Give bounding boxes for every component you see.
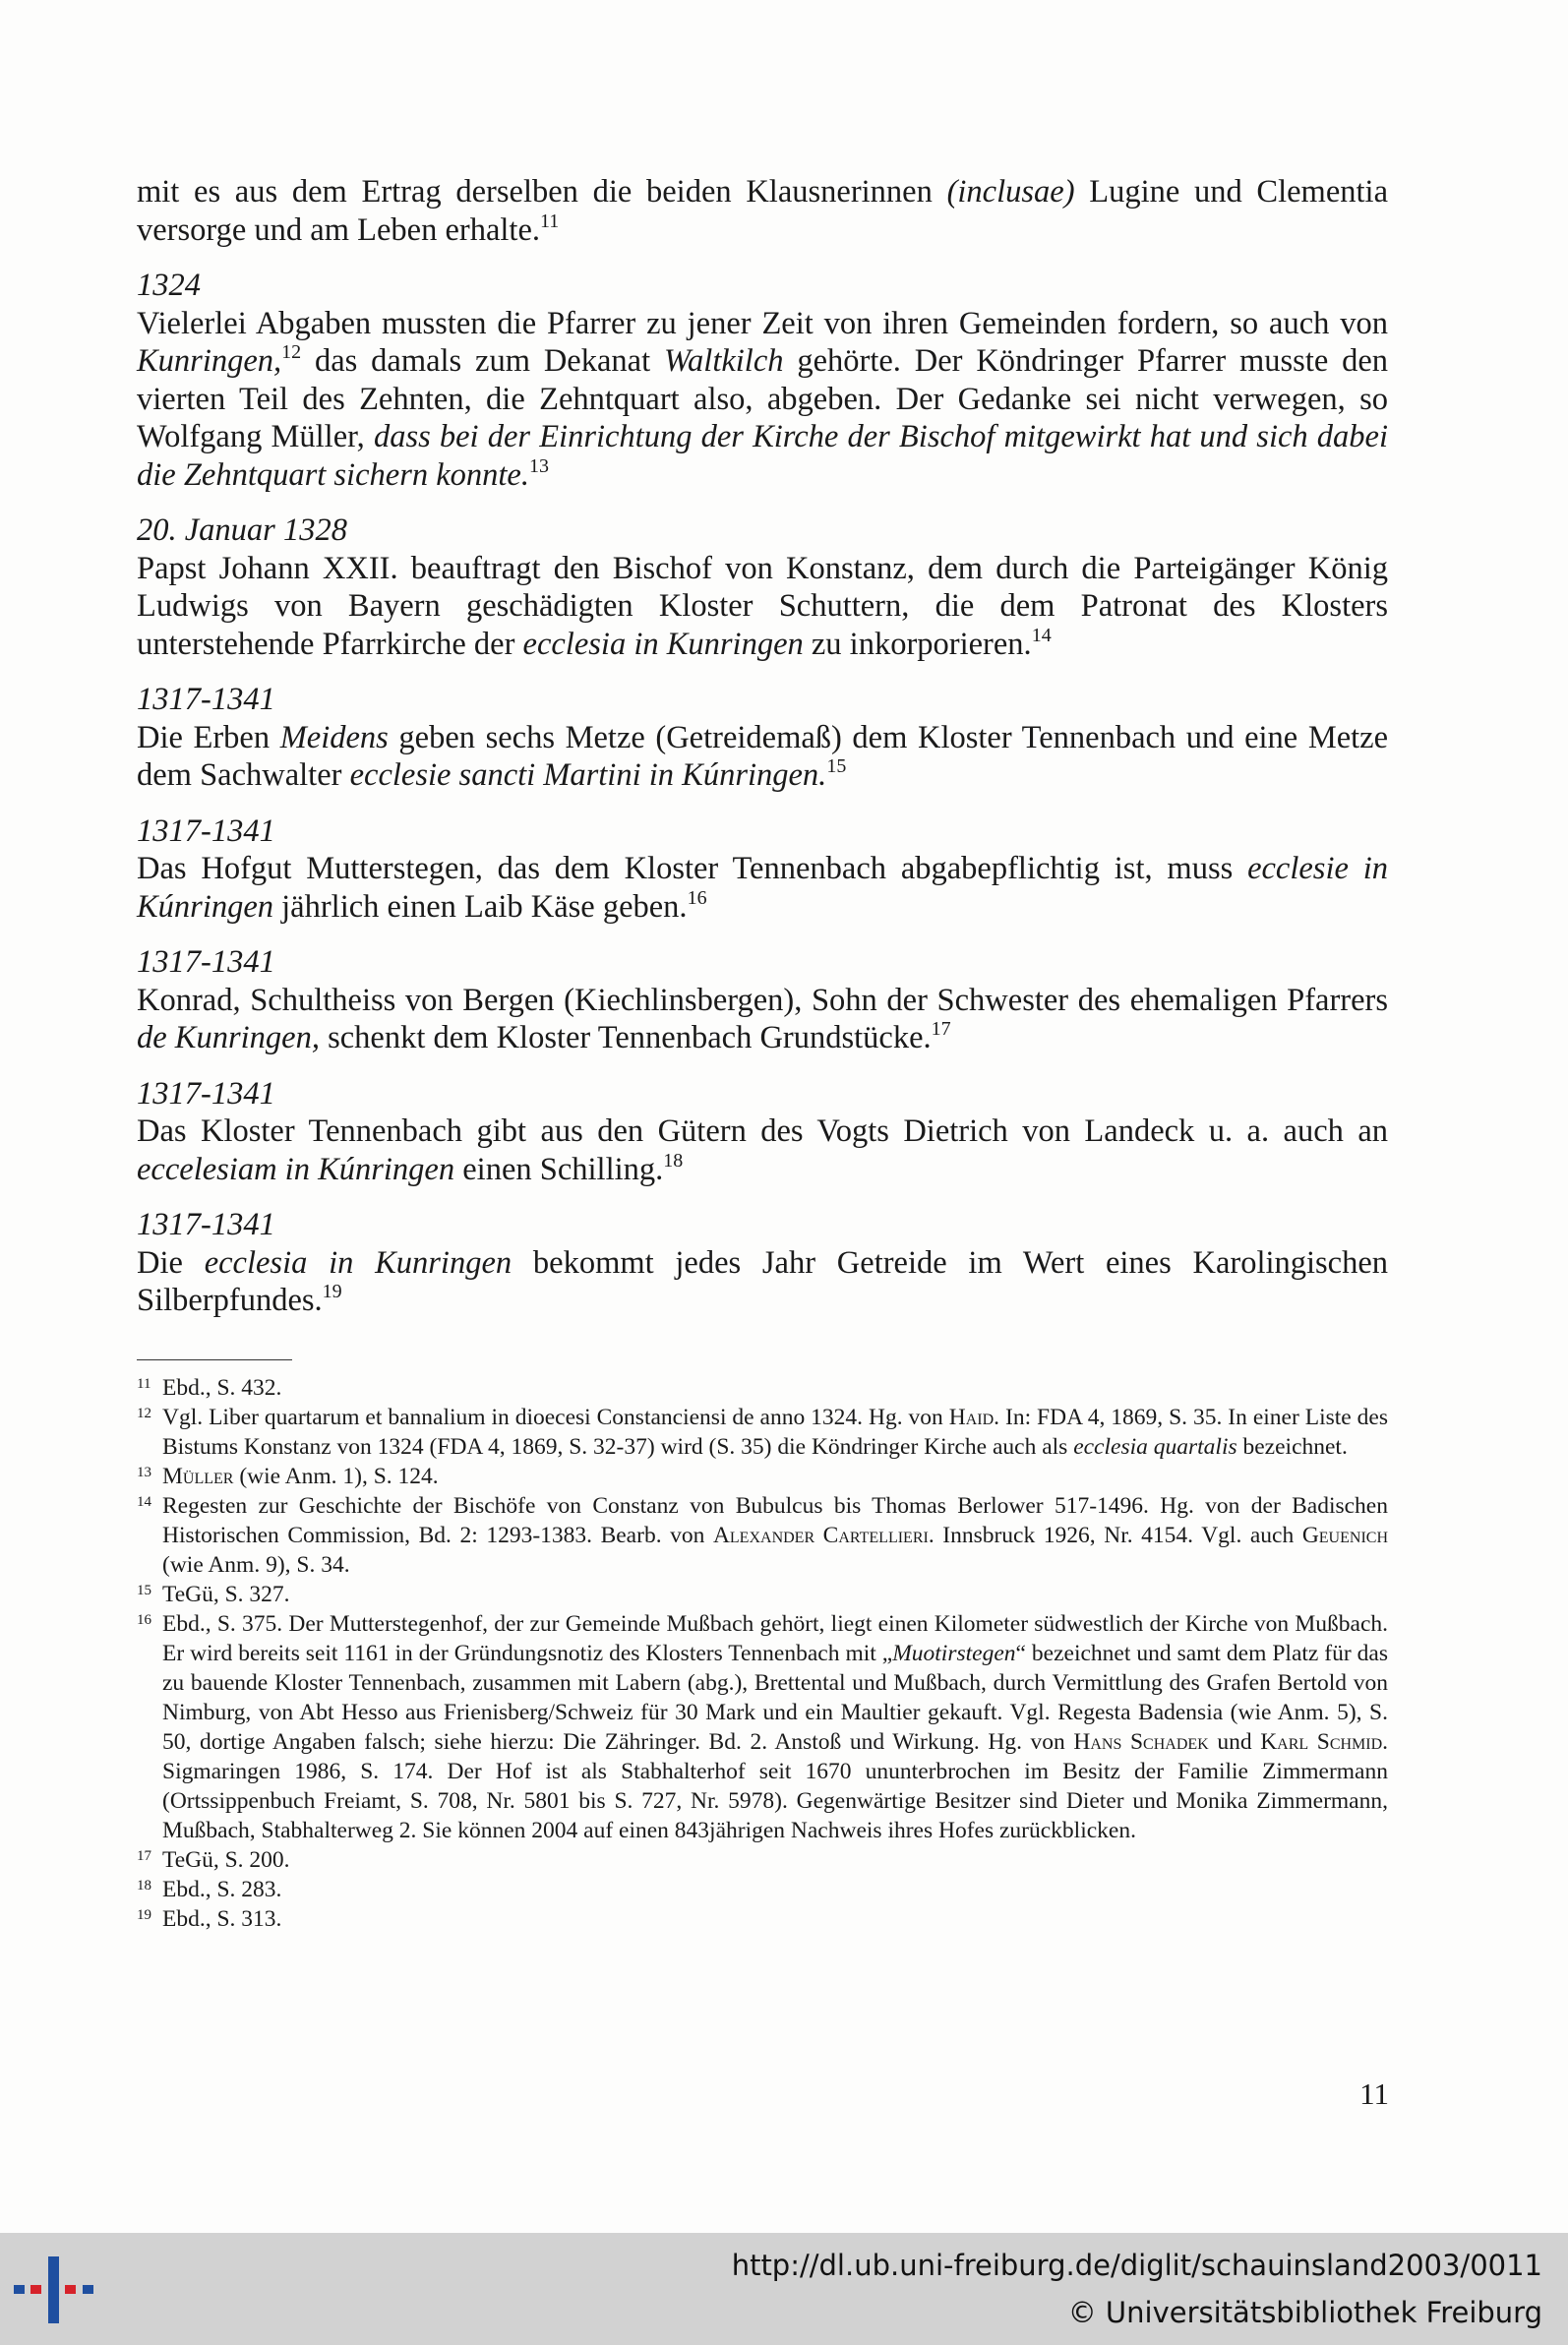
permalink-url[interactable]: http://dl.ub.uni-freiburg.de/diglit/schauinsland2003/0011 (731, 2249, 1542, 2282)
entry-mutterstegen: Das Hofgut Mutterstegen, das dem Kloster Tennenbach abgabepflichtig ist, muss ecclesie in Kúnringen jährlich einen Laib Käse geben.$^{16}$ (137, 851, 1389, 925)
entry-date-1317-c: 1317-1341 (137, 944, 275, 980)
footnote-18: 18 Ebd., S. 283. (137, 1877, 282, 1902)
entry-landeck: Das Kloster Tennenbach gibt aus den Gütern des Vogts Dietrich von Landeck u. a. auch an eccelesiam in Kúnringen einen Schilling.$^{18}$ (137, 1113, 1388, 1187)
entry-date-1317-d: 1317-1341 (137, 1075, 275, 1112)
footnote-12: 12 Vgl. Liber quartarum et bannalium in dioecesi Constanciensi de anno 1324. Hg. von Haid. In: FDA 4, 1869, S. 35. In einer Liste des Bistums Konstanz von 1324 (FDA 4, 1869, S. 32-37) wird (S. 35) die Köndringer Kirche auch als ecclesia quartalis bezeichnet. (137, 1405, 1388, 1460)
footnote-19: 19 Ebd., S. 313. (137, 1906, 282, 1932)
entry-1324: Vielerlei Abgaben mussten die Pfarrer zu jener Zeit von ihren Gemeinden fordern, so auch von Kunringen,$^{12}$ das damals zum Dekanat Waltkilch gehörte. Der Köndringer Pfarrer musste den vierten Teil des Zehnten, die Zehntquart also, abgeben. Der Gedanke sei nicht verwegen, so Wolfgang Müller, dass bei der Einrichtung der Kirche der Bischof mitgewirkt hat und sich dabei die Zehntquart sichern konnte.$^{13}$ (137, 305, 1389, 493)
intro-paragraph: mit es aus dem Ertrag derselben die beiden Klausnerinnen (inclusae) Lugine und Clementia versorge und am Leben erhalte.$^{11}$ (137, 174, 1388, 248)
entry-date-1324: 1324 (137, 268, 201, 303)
entry-silberpfund: Die ecclesia in Kunringen bekommt jedes Jahr Getreide im Wert eines Karolingischen Silberpfundes.$^{19}$ (137, 1244, 1389, 1318)
footnote-16: 16 Ebd., S. 375. Der Mutterstegenhof, der zur Gemeinde Mußbach gehört, liegt einen Kilometer südwestlich der Kirche von Mußbach. Er wird bereits seit 1161 in der Gründungsnotiz des Klosters Tennenbach mit „Muotirstegen“ bezeichnet und samt dem Platz für das zu bauende Kloster Tennenbach, zusammen mit Labern (abg.), Brettental und Mußbach, durch Vermittlung des Grafen Bertold von Nimburg, von Abt Hesso aus Frienisberg/Schweiz für 30 Mark und ein Maultier gekauft. Vgl. Regesta Badensia (wie Anm. 5), S. 50, dortige Angaben falsch; siehe hierzu: Die Zähringer. Bd. 2. Anstoß und Wirkung. Hg. von Hans Schadek und Karl Schmid. Sigmaringen 1986, S. 174. Der Hof ist als Stabhalterhof seit 1670 ununterbrochen im Besitz der Familie Zimmermann (Ortssippenbuch Freiamt, S. 708, Nr. 5801 bis S. 727, Nr. 5978). Gegenwärtige Besitzer sind Dieter und Monika Zimmermann, Mußbach, Stabhalterweg 2. Sie können 2004 auf einen 843jährigen Nachweis ihres Hofes zurückblicken. (137, 1611, 1389, 1843)
footnote-17: 17 TeGü, S. 200. (137, 1847, 290, 1873)
footnote-14: 14 Regesten zur Geschichte der Bischöfe von Constanz von Bubulcus bis Thomas Berlower 517-1496. Hg. von der Badischen Historischen Commission, Bd. 2: 1293-1383. Bearb. von Alexander Cartellieri. Innsbruck 1926, Nr. 4154. Vgl. auch Geuenich (wie Anm. 9), S. 34. (137, 1493, 1388, 1578)
entry-date-1317-b: 1317-1341 (137, 812, 275, 849)
footnotes (137, 1373, 1388, 1934)
entry-1328: Papst Johann XXII. beauftragt den Bischof von Konstanz, dem durch die Parteigänger König Ludwigs von Bayern geschädigten Kloster Schuttern, die dem Patronat des Klosters unterstehende Pfarrkirche der ecclesia in Kunringen zu inkorporieren.$^{14}$ (137, 550, 1388, 662)
footnote-11: 11 Ebd., S. 432. (137, 1375, 282, 1401)
footnote-divider (137, 1359, 292, 1360)
entry-konrad: Konrad, Schultheiss von Bergen (Kiechlinsbergen), Sohn der Schwester des ehemaligen Pfarrers de Kunringen, schenkt dem Kloster Tennenbach Grundstücke.$^{17}$ (137, 982, 1388, 1055)
footnote-13: 13 Müller (wie Anm. 1), S. 124. (137, 1464, 439, 1489)
library-footer (0, 2233, 1568, 2345)
copyright-notice: © Universitätsbibliothek Freiburg (1067, 2296, 1542, 2329)
entry-date-1328: 20. Januar 1328 (137, 512, 347, 548)
ub-freiburg-logo-icon (14, 2256, 102, 2323)
footnote-15: 15 TeGü, S. 327. (137, 1582, 290, 1607)
entry-date-1317-e: 1317-1341 (137, 1207, 275, 1242)
entry-meidens: Die Erben Meidens geben sechs Metze (Getreidemaß) dem Kloster Tennenbach und eine Metze dem Sachwalter ecclesie sancti Martini in Kúnringen.$^{15}$ (137, 719, 1389, 793)
page-number: 11 (1359, 2076, 1389, 2111)
main-text (137, 173, 1388, 1320)
entry-date-1317-a: 1317-1341 (137, 682, 275, 717)
